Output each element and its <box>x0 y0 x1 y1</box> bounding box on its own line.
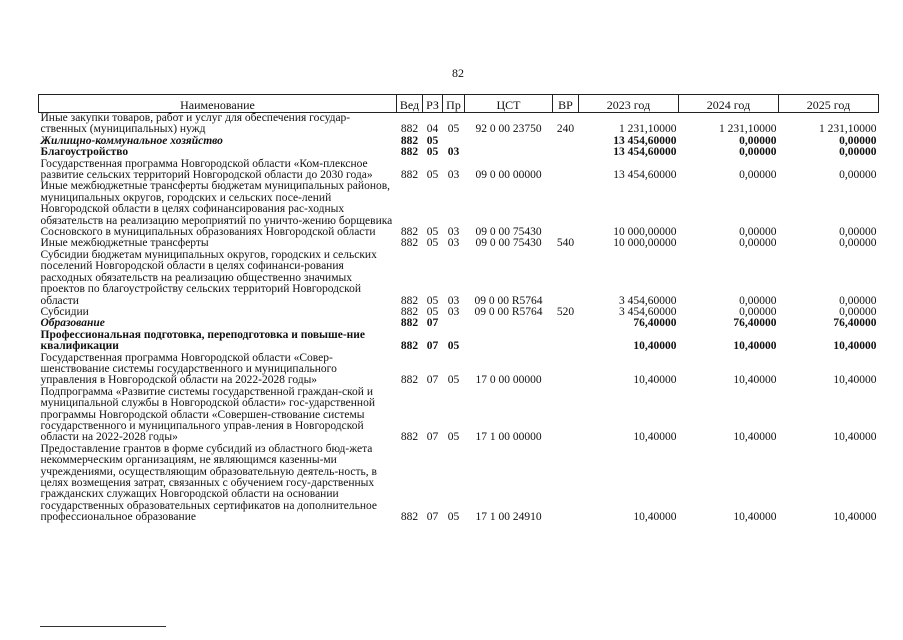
cell-vr: 240 <box>556 123 575 136</box>
cell-cst <box>465 318 553 329</box>
cell-name: Иные межбюджетные трансферты бюджетам муниципальных районов, муниципальных округов, городских и сельских посе-лений Новгородской области в целях софинансирования рас-ходных обязательств на реализацию мероприятий по уничто-жению борщевика Сосновского в муниципальных образованиях Новгородской области <box>40 180 393 239</box>
header-rz: РЗ <box>423 95 443 113</box>
cell-pr: 03 <box>447 226 460 239</box>
cell-y2023: 10,40000 <box>633 340 677 353</box>
table-row <box>39 147 879 158</box>
cell-y2025: 76,40000 <box>833 317 877 330</box>
cell-rz: 05 <box>426 237 439 250</box>
cell-y2023: 10 000,00000 <box>613 226 677 239</box>
cell-ved: 882 <box>400 511 419 524</box>
cell-cst: 17 1 00 24910 <box>475 511 542 524</box>
cell-pr <box>443 318 465 329</box>
cell-ved: 882 <box>400 146 419 159</box>
cell-name: Образование <box>40 317 105 330</box>
cell-rz: 05 <box>426 294 439 307</box>
cell-y2025: 0,00000 <box>839 226 877 239</box>
cell-pr: 03 <box>447 294 460 307</box>
cell-name: Благоустройство <box>40 146 129 159</box>
cell-vr <box>553 387 579 444</box>
cell-cst <box>465 330 553 353</box>
cell-y2024: 10,40000 <box>733 511 777 524</box>
cell-rz: 05 <box>426 169 439 182</box>
cell-vr <box>553 250 579 307</box>
cell-rz: 07 <box>426 340 439 353</box>
header-pr: Пр <box>443 95 465 113</box>
header-2025: 2025 год <box>779 95 879 113</box>
cell-vr: 540 <box>556 237 575 250</box>
budget-table <box>38 94 879 524</box>
cell-y2023: 13 454,60000 <box>613 169 677 182</box>
cell-ved: 882 <box>400 226 419 239</box>
cell-rz: 04 <box>426 123 439 136</box>
cell-cst <box>465 136 553 147</box>
cell-ved: 882 <box>400 123 419 136</box>
cell-y2025: 0,00000 <box>839 146 877 159</box>
cell-cst: 09 0 00 75430 <box>475 237 542 250</box>
cell-rz: 05 <box>426 134 439 147</box>
table-row <box>39 113 879 136</box>
cell-cst <box>465 147 553 158</box>
cell-y2025: 0,00000 <box>839 305 877 318</box>
cell-y2024: 10,40000 <box>733 374 777 387</box>
cell-pr: 03 <box>447 169 460 182</box>
cell-cst: 92 0 00 23750 <box>475 123 542 136</box>
cell-cst: 09 0 00 00000 <box>475 169 542 182</box>
cell-pr: 05 <box>447 511 460 524</box>
cell-y2024: 0,00000 <box>739 134 777 147</box>
cell-y2025: 0,00000 <box>839 169 877 182</box>
cell-vr <box>553 353 579 387</box>
cell-pr: 05 <box>447 340 460 353</box>
cell-vr: 520 <box>556 305 575 318</box>
cell-ved: 882 <box>400 294 419 307</box>
header-ved: Вед <box>397 95 423 113</box>
cell-vr <box>553 330 579 353</box>
cell-pr: 05 <box>447 374 460 387</box>
cell-y2024: 76,40000 <box>733 317 777 330</box>
cell-y2023: 10,40000 <box>633 374 677 387</box>
page-number: 82 <box>452 66 464 80</box>
cell-y2023: 13 454,60000 <box>613 134 677 147</box>
cell-y2023: 13 454,60000 <box>613 146 677 159</box>
cell-y2023: 10,40000 <box>633 431 677 444</box>
cell-pr: 03 <box>447 305 460 318</box>
cell-name: Иные межбюджетные трансферты <box>40 237 209 250</box>
header-name: Наименование <box>39 95 397 113</box>
cell-name: Государственная программа Новгородской области «Совер-шенствование системы государственного и муниципального управления в Новгородской области на 2022-2028 годы» <box>40 351 337 387</box>
cell-y2023: 3 454,60000 <box>619 294 677 307</box>
table-row <box>39 318 879 329</box>
cell-ved: 882 <box>400 134 419 147</box>
cell-ved: 882 <box>400 340 419 353</box>
cell-y2023: 76,40000 <box>633 317 677 330</box>
cell-name: Подпрограмма «Развитие системы государственной граждан-ской и муниципальной службы в Новгородской области» гос-ударственной программы Новгородской области «Совершен-ствование системы государственного и муниципального управ-ления в Новгородской области на 2022-2028 годы» <box>40 385 375 444</box>
cell-y2024: 1 231,10000 <box>719 123 777 136</box>
cell-cst: 09 0 00 75430 <box>475 226 542 239</box>
cell-cst: 09 0 00 R5764 <box>474 305 543 318</box>
cell-y2024: 10,40000 <box>733 431 777 444</box>
cell-name: Субсидии <box>40 305 89 318</box>
cell-y2023: 10 000,00000 <box>613 237 677 250</box>
cell-y2025: 10,40000 <box>833 431 877 444</box>
cell-pr: 03 <box>447 146 460 159</box>
table-row <box>39 181 879 238</box>
cell-ved: 882 <box>400 317 419 330</box>
cell-y2024: 0,00000 <box>739 305 777 318</box>
header-2024: 2024 год <box>679 95 779 113</box>
cell-y2024: 0,00000 <box>739 146 777 159</box>
cell-cst: 17 0 00 00000 <box>475 374 542 387</box>
cell-name: Государственная программа Новгородской области «Ком-плексное развитие сельских территорий Новгородской области до 2030 года» <box>40 157 373 182</box>
cell-y2025: 0,00000 <box>839 134 877 147</box>
cell-pr: 03 <box>447 237 460 250</box>
cell-y2023: 10,40000 <box>633 511 677 524</box>
cell-rz: 05 <box>426 305 439 318</box>
header-2023: 2023 год <box>579 95 679 113</box>
cell-y2025: 0,00000 <box>839 237 877 250</box>
table-row <box>39 387 879 444</box>
cell-cst: 09 0 00 R5764 <box>474 294 543 307</box>
cell-y2024: 0,00000 <box>739 226 777 239</box>
table-body <box>39 113 879 524</box>
table-row <box>39 444 879 524</box>
cell-rz: 05 <box>426 226 439 239</box>
table-row <box>39 353 879 387</box>
cell-rz: 05 <box>426 146 439 159</box>
cell-name: Субсидии бюджетам муниципальных округов, городских и сельских поселений Новгородской области в целях софинанси-рования расходных обязательств на реализацию общественно значимых проектов по благоустройству сельских территорий Новгородской области <box>40 248 377 307</box>
cell-vr <box>553 147 579 158</box>
table-header-row <box>39 95 879 113</box>
cell-ved: 882 <box>400 305 419 318</box>
cell-y2025: 0,00000 <box>839 294 877 307</box>
cell-rz: 07 <box>426 374 439 387</box>
cell-cst: 17 1 00 00000 <box>475 431 542 444</box>
cell-y2025: 10,40000 <box>833 374 877 387</box>
cell-vr <box>553 181 579 238</box>
cell-y2024: 0,00000 <box>739 294 777 307</box>
cell-y2023: 3 454,60000 <box>619 305 677 318</box>
cell-ved: 882 <box>400 169 419 182</box>
cell-y2025: 1 231,10000 <box>819 123 877 136</box>
table-row <box>39 250 879 307</box>
cell-pr: 05 <box>447 123 460 136</box>
cell-rz: 07 <box>426 431 439 444</box>
cell-name: Предоставление грантов в форме субсидий из областного бюд-жета некоммерческим организациям, не являющимся казенны-ми учреждениями, осуществляющим образовательную деятель-ность, в целях возмещения затрат, связанных с обучением госу-дарственных гражданских служащих Новгородской области на основании государственных образовательных сертификатов на дополнительное профессиональное образование <box>40 442 377 524</box>
cell-y2025: 10,40000 <box>833 340 877 353</box>
cell-y2025: 10,40000 <box>833 511 877 524</box>
header-vr: ВР <box>553 95 579 113</box>
cell-ved: 882 <box>400 374 419 387</box>
footnote-divider <box>40 626 166 627</box>
cell-rz: 07 <box>426 317 439 330</box>
cell-rz: 07 <box>426 511 439 524</box>
table-row <box>39 330 879 353</box>
cell-vr <box>553 444 579 524</box>
cell-y2024: 0,00000 <box>739 237 777 250</box>
cell-name: Профессиональная подготовка, переподготовка и повыше-ние квалификации <box>40 328 366 353</box>
cell-vr <box>553 318 579 329</box>
cell-y2024: 10,40000 <box>733 340 777 353</box>
cell-name: Жилищно-коммунальное хозяйство <box>40 134 223 147</box>
cell-pr: 05 <box>447 431 460 444</box>
cell-ved: 882 <box>400 431 419 444</box>
cell-vr <box>553 136 579 147</box>
cell-y2024: 0,00000 <box>739 169 777 182</box>
cell-ved: 882 <box>400 237 419 250</box>
cell-name: Иные закупки товаров, работ и услуг для обеспечения государ-ственных (муниципальных) нужд <box>40 112 351 136</box>
cell-vr <box>553 159 579 182</box>
cell-y2023: 1 231,10000 <box>619 123 677 136</box>
header-cst: ЦСТ <box>465 95 553 113</box>
table-row <box>39 159 879 182</box>
